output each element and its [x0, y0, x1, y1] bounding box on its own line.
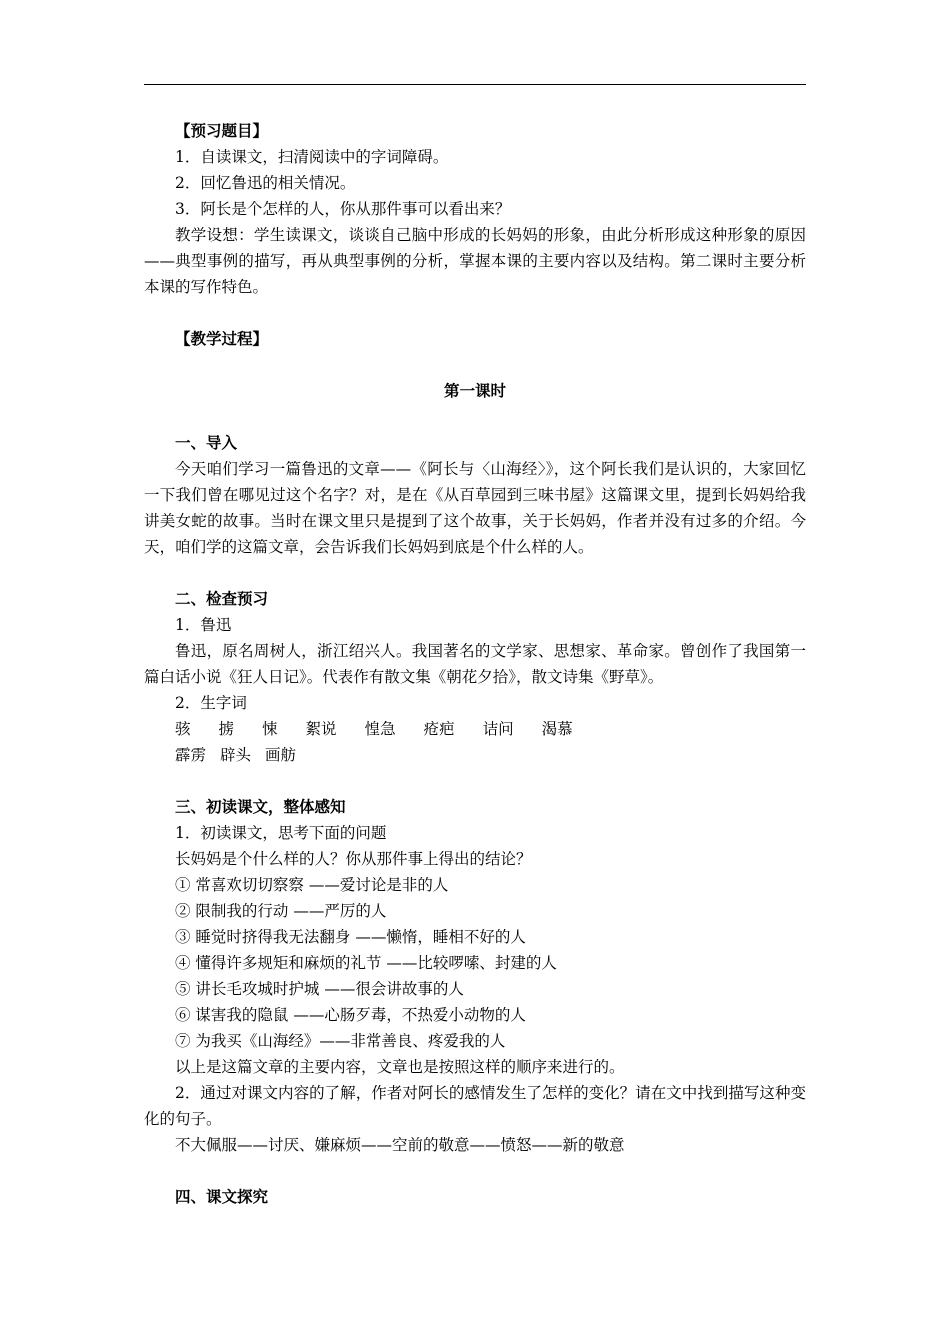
reading-summary: 以上是这篇文章的主要内容，文章也是按照这样的顺序来进行的。 — [175, 1058, 625, 1076]
reading-point: ⑦ 为我买《山海经》——非常善良、疼爱我的人 — [175, 1032, 506, 1050]
luxun-text: 鲁迅，原名周树人，浙江绍兴人。我国著名的文学家、思想家、革命家。曾创作了我国第一篇白话小说《狂人日记》。代表作有散文集《朝花夕拾》，散文诗集《野草》。 — [144, 642, 806, 686]
teaching-design: 教学设想：学生读课文，谈谈自己脑中形成的长妈妈的形象，由此分析形成这种形象的原因——典型事例的描写，再从典型事例的分析，掌握本课的主要内容以及结构。第二课时主要分析本课的写作特色。 — [144, 226, 806, 296]
vocab-word: 悚 — [262, 720, 278, 738]
vocab-word: 掳 — [218, 720, 235, 738]
section-intro-heading: 一、导入 — [175, 433, 238, 452]
vocab-row-2 — [144, 742, 806, 768]
process-heading: 【教学过程】 — [175, 329, 269, 348]
vocab-word: 画舫 — [265, 746, 297, 764]
section-reading-heading: 三、初读课文，整体感知 — [175, 797, 346, 816]
reading-point: ③ 睡觉时挤得我无法翻身 ——懒惰，睡相不好的人 — [175, 928, 526, 946]
reading-point: ⑤ 讲长毛攻城时护城 ——很会讲故事的人 — [175, 980, 464, 998]
vocab-word: 絮说 — [305, 720, 337, 738]
preview-item-2: 2．回忆鲁迅的相关情况。 — [175, 174, 356, 192]
section-explore-heading: 四、课文探究 — [175, 1187, 269, 1206]
header-rule — [144, 84, 806, 85]
vocab-word: 骇 — [175, 720, 191, 738]
vocab-word: 渴慕 — [541, 720, 573, 738]
reading-point: ④ 懂得许多规矩和麻烦的礼节 ——比较啰嗦、封建的人 — [175, 954, 557, 972]
preview-item-3: 3．阿长是个怎样的人，你从那件事可以看出来？ — [175, 200, 511, 218]
reading-point: ⑥ 谋害我的隐鼠 ——心肠歹毒，不热爱小动物的人 — [175, 1006, 526, 1024]
luxun-subheading: 1．鲁迅 — [175, 616, 232, 634]
reading-question: 长妈妈是个什么样的人？你从那件事上得出的结论？ — [175, 850, 532, 868]
vocab-word: 诘问 — [482, 720, 514, 738]
reading-point: ② 限制我的行动 ——严厉的人 — [175, 902, 387, 920]
vocab-word: 惶急 — [364, 720, 396, 738]
reading-subheading-2: 2．通过对课文内容的了解，作者对阿长的感情发生了怎样的变化？请在文中找到描写这种变化的句子。 — [144, 1084, 806, 1128]
vocab-row-1 — [144, 716, 806, 742]
section-intro-text: 今天咱们学习一篇鲁迅的文章——《阿长与〈山海经〉》，这个阿长我们是认识的，大家回忆一下我们曾在哪见过这个名字？对，是在《从百草园到三味书屋》这篇课文里，提到长妈妈给我讲美女蛇的故事。当时在课文里只是提到了这个故事，关于长妈妈，作者并没有过多的介绍。今天，咱们学的这篇文章，会告诉我们长妈妈到底是个什么样的人。 — [144, 460, 806, 556]
vocab-word: 霹雳 — [175, 746, 207, 764]
reading-subheading-1: 1．初读课文，思考下面的问题 — [175, 824, 387, 842]
preview-item-1: 1．自读课文，扫清阅读中的字词障碍。 — [175, 148, 449, 166]
vocab-word: 疮疤 — [423, 720, 455, 738]
reading-point: ① 常喜欢切切察察 ——爱讨论是非的人 — [175, 876, 449, 894]
document-body — [144, 118, 806, 1210]
vocab-subheading: 2．生字词 — [175, 694, 247, 712]
section-check-heading: 二、检查预习 — [175, 589, 269, 608]
feelings-change: 不大佩服——讨厌、嫌麻烦——空前的敬意——愤怒——新的敬意 — [175, 1136, 625, 1154]
preview-heading: 【预习题目】 — [175, 121, 269, 140]
vocab-word: 辟头 — [220, 746, 252, 764]
lesson-title: 第一课时 — [443, 381, 506, 400]
